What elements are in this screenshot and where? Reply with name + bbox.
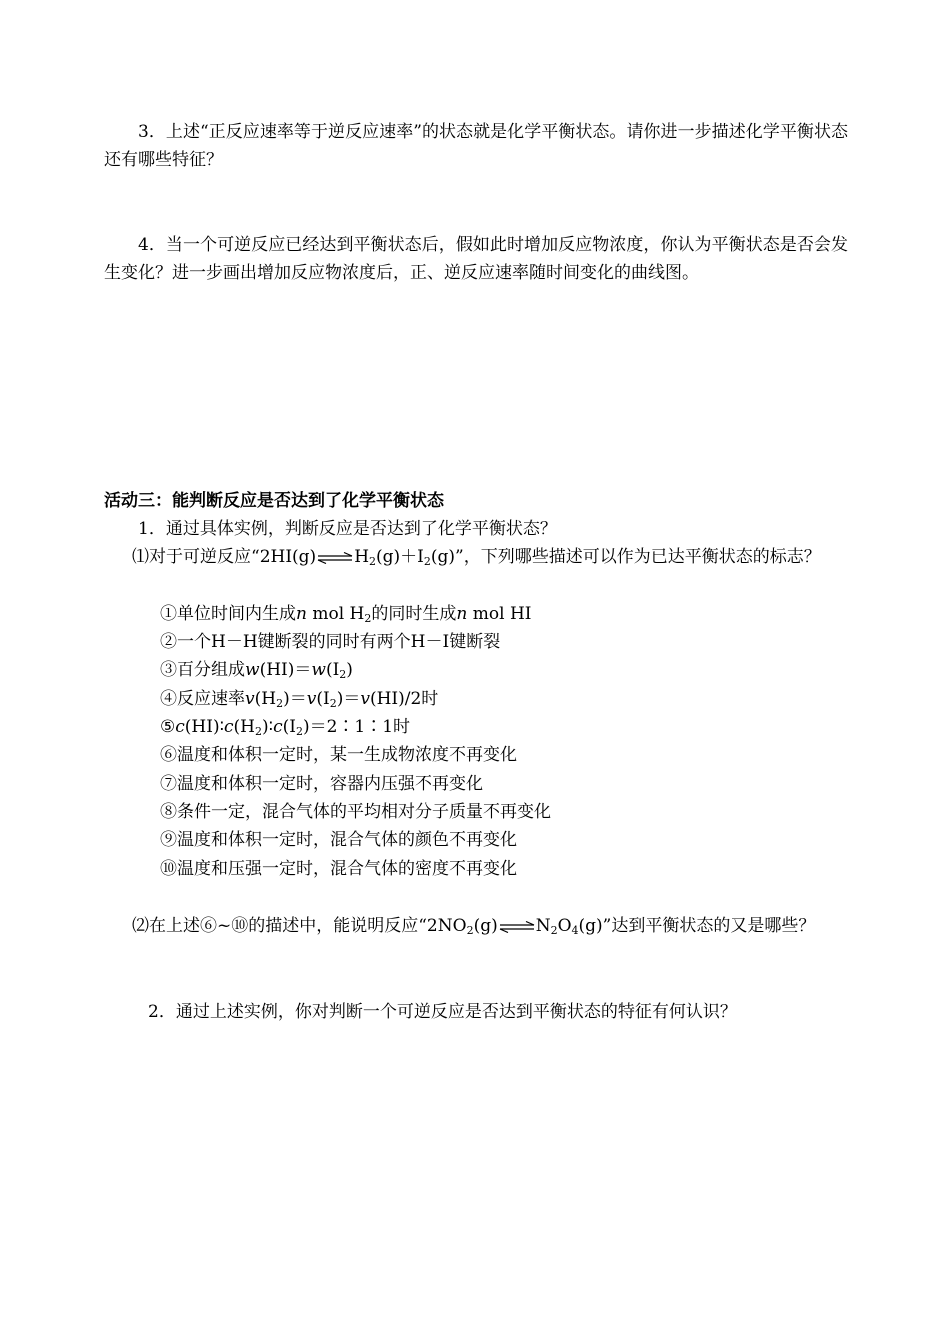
option-10: ⑩温度和压强一定时，混合气体的密度不再变化 [160, 859, 517, 879]
option-3: ③百分组成$w(HI)=w(I_2)$ [160, 660, 353, 681]
option-6: ⑥温度和体积一定时，某一生成物浓度不再变化 [160, 745, 517, 765]
question-3 [104, 118, 848, 174]
reversible-arrow-icon [317, 552, 353, 564]
question-4 [104, 231, 848, 287]
question-4-text: 当一个可逆反应已经达到平衡状态后，假如此时增加反应物浓度，你认为平衡状态是否会发生变化？进一步画出增加反应物浓度后，正、逆反应速率随时间变化的曲线图。 [104, 235, 848, 283]
option-1: ①单位时间内生成n mol $H_2$的同时生成n mol HI [160, 604, 532, 625]
option-4: ④反应速率$v(H_2)=v(I_2)=v(HI)/2$时 [160, 689, 439, 710]
activity-3-question-1: 1．通过具体实例，判断反应是否达到了化学平衡状态？ [138, 519, 557, 539]
option-5: $⑤c(HI)∶c(H_2)∶c(I_2)=2∶1∶1$时 [160, 717, 411, 738]
question-3-text: 上述“正反应速率等于逆反应速率”的状态就是化学平衡状态。请你进一步描述化学平衡状态还有哪些特征？ [104, 122, 848, 170]
sub-question-2: ⑵在上述⑥~⑩的描述中，能说明反应“$2NO_2(g)$ $N_2O_4(g)$”达到平衡状态的又是哪些？ [132, 916, 816, 937]
reversible-arrow-icon [499, 921, 535, 933]
option-7: ⑦温度和体积一定时，容器内压强不再变化 [160, 774, 483, 794]
option-9: ⑨温度和体积一定时，混合气体的颜色不再变化 [160, 830, 517, 850]
question-3-number: 3． [138, 122, 166, 142]
option-2: ②一个H－H键断裂的同时有两个H－I键断裂 [160, 632, 501, 652]
question-4-number: 4． [138, 235, 166, 255]
activity-3-question-2: 2．通过上述实例，你对判断一个可逆反应是否达到平衡状态的特征有何认识？ [148, 1002, 737, 1022]
option-8: ⑧条件一定，混合气体的平均相对分子质量不再变化 [160, 802, 551, 822]
activity-3-heading: 活动三：能判断反应是否达到了化学平衡状态 [104, 491, 444, 511]
sub-question-1: ⑴对于可逆反应“2HI(g) $H_2(g)+I_2(g)$”，下列哪些描述可以作为已达平衡状态的标志？ [132, 547, 821, 568]
